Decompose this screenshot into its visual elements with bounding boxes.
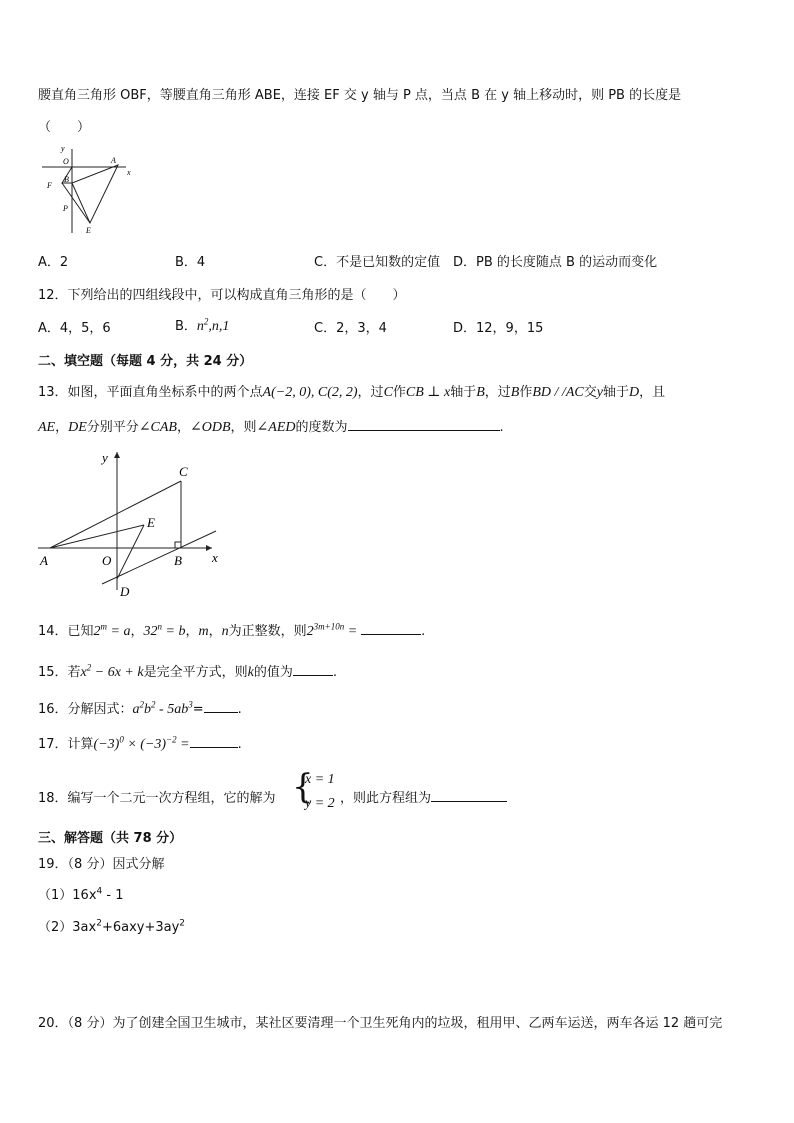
q18-tail: ，则此方程组为 <box>340 787 507 806</box>
q11-fig-label-e: E <box>86 226 91 235</box>
q11-option-a: A．2 <box>38 255 69 270</box>
q11-fig-label-y: y <box>61 144 65 153</box>
q14: 14．已知$2^m = a$，$32^n = b$，m，n为正整数，则$2^{3m+10n}$ = . <box>38 621 426 639</box>
q19-part2: $(2)3ax^2+6axy+3ay^2$ <box>38 918 186 935</box>
q12-option-d: D．12，9，15 <box>453 321 544 336</box>
q12-option-b: B．$n^2,n,1$ <box>175 316 230 334</box>
section-3-title: 三、解答题（共 78 分） <box>38 831 183 846</box>
q11-fig-label-b: B <box>64 175 69 184</box>
q11-paren: （ ） <box>38 120 91 135</box>
q13-fig-label-b: B <box>174 553 182 568</box>
q13-fig-label-o: O <box>102 553 112 568</box>
q11-fig-label-p: P <box>63 204 68 213</box>
q16-answer-blank[interactable] <box>204 700 238 713</box>
q17-answer-blank[interactable] <box>190 735 238 748</box>
q11-figure <box>40 143 140 235</box>
q11-fig-label-f: F <box>47 181 52 190</box>
q11-fig-label-o: O <box>63 157 69 166</box>
q13-line1: 13．如图，平面直角坐标系中的两个点A(−2, 0), C(2, 2)，过C作CB ⊥ x轴于B，过B作BD / /AC交y轴于D，且 <box>38 385 666 400</box>
q15-answer-blank[interactable] <box>293 663 333 676</box>
q19-stem: 19．（8 分）因式分解 <box>38 857 165 872</box>
q13-fig-label-e: E <box>147 515 155 530</box>
q13-fig-label-d: D <box>120 584 130 599</box>
q12-stem: 12．下列给出的四组线段中，可以构成直角三角形的是（ ） <box>38 288 406 303</box>
q17: 17．计算$(-3)^0 \times (-3)^{-2}$ = . <box>38 734 242 752</box>
q11-option-d: D．PB 的长度随点 B 的运动而变化 <box>453 255 658 270</box>
q11-option-c: C．不是已知数的定值 <box>314 255 441 270</box>
q12-option-a: A．4，5，6 <box>38 321 111 336</box>
q19-part1: $(1)16x^4 - 1$ <box>38 886 124 903</box>
q18-brace: { <box>292 767 314 807</box>
q16: 16．分解因式：$a^2b^2 - 5ab^3=$ . <box>38 699 242 717</box>
q13-fig-label-c: C <box>179 464 188 479</box>
q11-option-b: B．4 <box>175 255 206 270</box>
q18-stem: 18．编写一个二元一次方程组，它的解为 <box>38 791 276 806</box>
q13-fig-label-a: A <box>40 553 48 568</box>
q13-fig-label-x: x <box>212 550 218 565</box>
q11-fig-label-a: A <box>111 156 116 165</box>
q13-answer-blank[interactable] <box>348 418 500 431</box>
q11-fig-label-x: x <box>127 168 131 177</box>
q13-line2: AE，DE分别平分∠CAB，∠ODB，则∠AED的度数为 . <box>38 420 504 435</box>
q15: 15．若$x^2 - 6x + k$是完全平方式，则k的值为 . <box>38 662 337 680</box>
section-2-title: 二、填空题（每题 4 分，共 24 分） <box>38 354 253 369</box>
q11-stem: 腰直角三角形 OBF，等腰直角三角形 ABE，连接 EF 交 y 轴与 P 点，当点 B 在 y 轴上移动时，则 PB 的长度是 <box>38 88 682 103</box>
q18-answer-blank[interactable] <box>431 789 507 802</box>
q18-eq1: x = 1 <box>305 772 335 787</box>
q18-eq2: y = 2 <box>305 796 335 811</box>
q12-option-c: C．2，3，4 <box>314 321 387 336</box>
q20-stem: 20．（8 分）为了创建全国卫生城市，某社区要清理一个卫生死角内的垃圾，租用甲、乙两车运送，两车各运 12 趟可完 <box>38 1016 723 1031</box>
q13-figure <box>36 448 232 602</box>
q14-answer-blank[interactable] <box>361 622 421 635</box>
q13-fig-label-y: y <box>102 450 108 465</box>
